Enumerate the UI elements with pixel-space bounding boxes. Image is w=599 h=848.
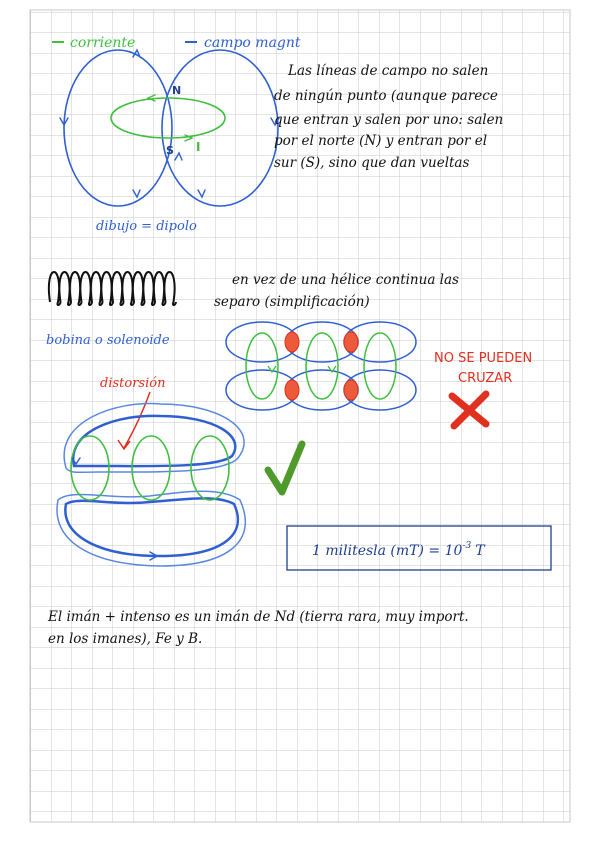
formula-main: 1 militesla (mT) = 10 xyxy=(312,543,463,559)
paragraph-line: Las líneas de campo no salen xyxy=(288,63,489,79)
crossing-highlight xyxy=(344,332,358,352)
legend-current-label: corriente xyxy=(70,35,136,51)
warning-line-2: CRUZAR xyxy=(458,371,513,386)
formula-unit: T xyxy=(475,543,485,559)
paragraph-line: sur (S), sino que dan vueltas xyxy=(274,155,470,171)
paragraph-line: de ningún punto (aunque parece xyxy=(274,88,498,104)
distortion-label: distorsión xyxy=(100,376,166,391)
current-symbol: I xyxy=(196,140,201,154)
formula-exponent: -3 xyxy=(462,541,472,551)
paragraph-line: El imán + intenso es un imán de Nd (tierra rara, muy import. xyxy=(48,609,469,625)
paragraph-line: por el norte (N) y entran por el xyxy=(274,133,488,149)
paragraph-line: separo (simplificación) xyxy=(214,294,370,310)
formula-text xyxy=(312,541,486,559)
paragraph-line: en vez de una hélice continua las xyxy=(232,272,459,288)
grid-paper xyxy=(30,10,570,822)
crossing-highlight xyxy=(285,332,299,352)
dipole-caption: dibujo = dipolo xyxy=(96,219,197,234)
legend-field-label: campo magnt xyxy=(204,35,301,51)
paragraph-line: que entran y salen por uno: salen xyxy=(274,112,504,128)
crossing-highlight xyxy=(344,380,358,400)
coil-caption: bobina o solenoide xyxy=(46,333,170,348)
south-label: S xyxy=(166,144,174,157)
warning-line-1: NO SE PUEDEN xyxy=(434,351,533,366)
paragraph-line: en los imanes), Fe y B. xyxy=(48,631,203,647)
north-label: N xyxy=(172,84,182,97)
crossing-highlight xyxy=(285,380,299,400)
